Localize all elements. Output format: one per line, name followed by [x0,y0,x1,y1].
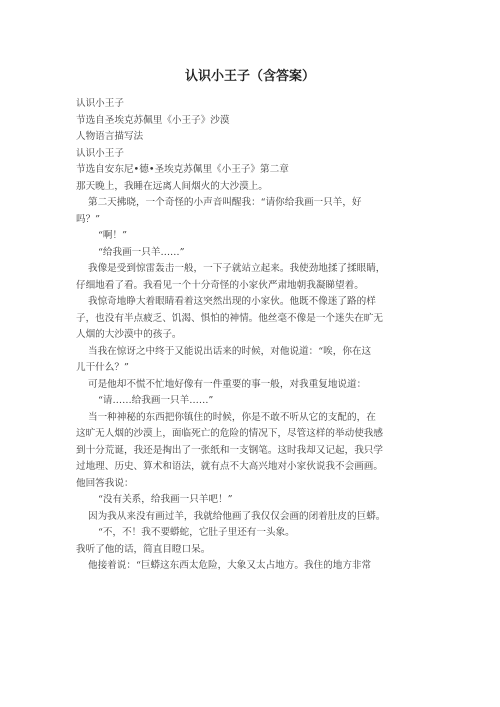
text-line: 他接着说：“巨蟒这东西太危险，大象又太占地方。我住的地方非常 [88,560,372,571]
text-line: 当我在惊讶之中终于又能说出话来的时候，对他说道：“唉，你在这 [88,345,372,357]
text-line: 认识小王子 [76,147,124,159]
text-line: 过地理、历史、算术和语法，就有点不大高兴地对小家伙说我不会画画。 [76,461,383,472]
text-line: 吗？” [76,213,101,225]
text-line: 他回答我说： [76,477,134,489]
text-line: 可是他却不慌不忙地好像有一件重要的事一般，对我重复地说道： [88,378,367,390]
text-line: 那天晚上，我睡在远离人间烟火的大沙漠上。 [76,180,268,192]
text-line: “给我画一只羊……” [98,246,185,258]
text-line: 认识小王子 [76,98,124,109]
text-line: 儿干什么？” [76,362,129,373]
text-line: “啊！” [98,230,127,241]
text-line: 第二天拂晓，一个奇怪的小声音叫醒我：“请你给我画一只羊，好 [88,197,362,208]
text-line: “不，不！我不要蟒蛇，它肚子里还有一头象。 [98,527,295,538]
text-line: 人烟的大沙漠中的孩子。 [76,329,182,340]
document-body [76,96,431,575]
text-line: 节选自安东尼•德•圣埃克苏佩里《小王子》第二章 [76,164,289,175]
text-line: 当一种神秘的东西把你镇住的时候，你是不敢不听从它的支配的，在 [88,411,376,423]
text-line: 到十分荒诞，我还是掏出了一张纸和一支钢笔。这时我却又记起，我只学 [76,444,383,456]
text-line: 我惊奇地睁大着眼睛看着这突然出现的小家伙。他既不像迷了路的样 [88,296,376,307]
text-line: “没有关系，给我画一只羊吧！” [98,494,233,505]
text-line: 人物语言描写法 [76,131,144,142]
text-line: 节选自圣埃克苏佩里《小王子》沙漠 [76,114,230,126]
text-line: “请……给我画一只羊……” [98,395,214,406]
text-line: 因为我从来没有画过羊，我就给他画了我仅仅会画的闭着肚皮的巨蟒。 [88,510,386,522]
text-line: 仔细地看了看。我看见一个十分奇怪的小家伙严肃地朝我凝睇望着。 [76,279,364,291]
text-line: 这旷无人烟的沙漠上，面临死亡的危险的情况下，尽管这样的举动使我感 [76,428,383,439]
text-line: 我听了他的话，简直目瞪口呆。 [76,543,211,555]
text-line: 子，也没有半点疲乏、饥渴、惧怕的神情。他丝毫不像是一个迷失在旷无 [76,312,383,324]
document-title: 认识小王子（含答案） [184,69,315,84]
text-line: 我像是受到惊雷轰击一般，一下子就站立起来。我使劲地揉了揉眼睛， [88,263,386,274]
